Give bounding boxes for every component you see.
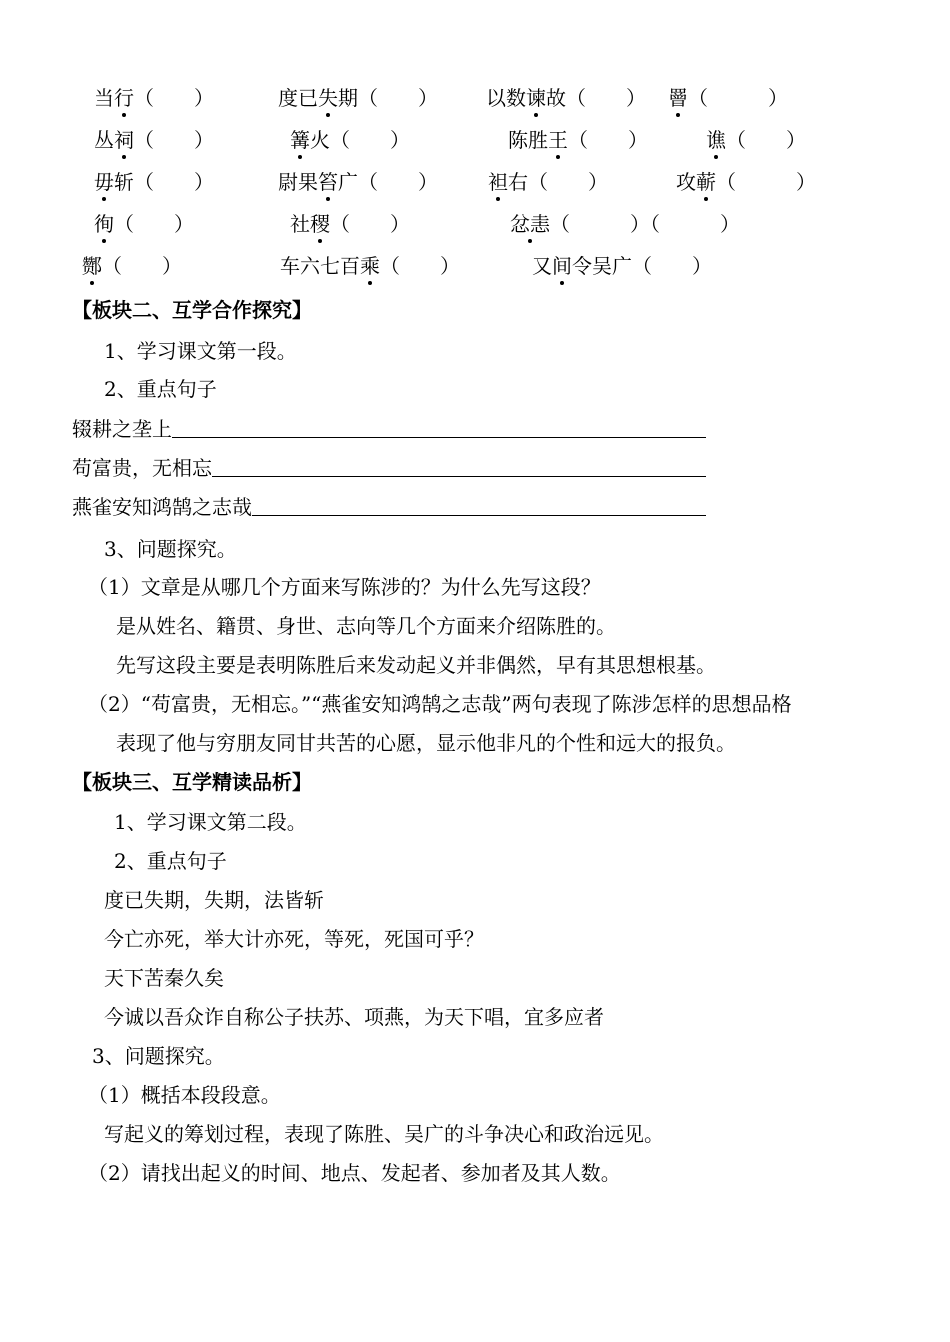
vocab-pre: 以数: [486, 86, 526, 110]
sentence-text: 辍耕之垄上: [72, 417, 172, 441]
sentence-text: 燕雀安知鸿鹄之志哉: [72, 495, 252, 519]
sentence-line: [72, 417, 706, 441]
vocab-item: [488, 170, 608, 194]
vocab-item: [676, 170, 816, 194]
section3-item1: 1、学习课文第二段。: [114, 810, 307, 834]
vocab-item: [668, 86, 788, 110]
section2-heading: 【板块二、互学合作探究】: [72, 298, 312, 322]
vocab-post: （ ）: [330, 212, 410, 236]
vocab-post: 令吴广（ ）: [572, 254, 712, 278]
vocab-item: [278, 170, 438, 194]
vocab-dotted-char: 王: [548, 128, 568, 152]
vocab-item: [290, 212, 410, 236]
vocab-item: [706, 128, 806, 152]
vocab-dotted-char: 忿恚: [510, 212, 550, 236]
vocab-post: 火（ ）: [310, 128, 410, 152]
section3-item2: 2、重点句子: [114, 849, 227, 873]
vocab-dotted-char: 毋: [94, 170, 114, 194]
vocab-dotted-char: 谏: [526, 86, 546, 110]
key-sentence: 今亡亦死，举大计亦死，等死，死国可乎？: [104, 927, 484, 951]
vocab-dotted-char: 篝: [290, 128, 310, 152]
vocab-post: 右（ ）: [508, 170, 608, 194]
key-sentence: 度已失期，失期，法皆斩: [104, 888, 324, 912]
vocab-item: [94, 128, 214, 152]
vocab-pre: 又: [532, 254, 552, 278]
answer: 是从姓名、籍贯、身世、志向等几个方面来介绍陈胜的。: [116, 614, 616, 638]
answer: 先写这段主要是表明陈胜后来发动起义并非偶然，早有其思想根基。: [116, 653, 716, 677]
sentence-text: 苟富贵，无相忘: [72, 456, 212, 480]
vocab-item: [532, 254, 712, 278]
vocab-pre: 陈胜: [508, 128, 548, 152]
vocab-post: （ ）: [134, 128, 214, 152]
vocab-post: 斩（ ）: [114, 170, 214, 194]
question: （2）请找出起义的时间、地点、发起者、参加者及其人数。: [88, 1161, 621, 1185]
vocab-dotted-char: 间: [552, 254, 572, 278]
vocab-post: （ ）（ ）: [550, 212, 740, 236]
vocab-item: [94, 86, 214, 110]
vocab-dotted-char: 蕲: [696, 170, 716, 194]
vocab-pre: 社: [290, 212, 310, 236]
vocab-item: [290, 128, 410, 152]
vocab-item: [278, 86, 438, 110]
question: （1）概括本段段意。: [88, 1083, 281, 1107]
vocab-post: （ ）: [380, 254, 460, 278]
vocab-dotted-char: 稷: [310, 212, 330, 236]
vocab-post: （ ）: [102, 254, 182, 278]
question: （2）“苟富贵，无相忘。”“燕雀安知鸿鹄之志哉”两句表现了陈涉怎样的思想品格: [88, 692, 792, 716]
vocab-dotted-char: 失: [318, 86, 338, 110]
vocab-pre: 当: [94, 86, 114, 110]
vocab-post: （ ）: [568, 128, 648, 152]
vocab-post: （ ）: [688, 86, 788, 110]
vocab-item: [280, 254, 460, 278]
vocab-post: （ ）: [114, 212, 194, 236]
vocab-dotted-char: 罾: [668, 86, 688, 110]
section3-heading: 【板块三、互学精读品析】: [72, 770, 312, 794]
vocab-post: 期（ ）: [338, 86, 438, 110]
section2-item1: 1、学习课文第一段。: [104, 339, 297, 363]
vocab-dotted-char: 乘: [360, 254, 380, 278]
sentence-line: [72, 456, 706, 480]
key-sentence: 天下苦秦久矣: [104, 966, 224, 990]
vocab-item: [508, 128, 648, 152]
question: （1）文章是从哪几个方面来写陈涉的？为什么先写这段？: [88, 575, 601, 599]
answer: 写起义的筹划过程，表现了陈胜、吴广的斗争决心和政治远见。: [104, 1122, 664, 1146]
section2-item3: 3、问题探究。: [104, 537, 237, 561]
vocab-pre: 车六七百: [280, 254, 360, 278]
vocab-pre: 尉果: [278, 170, 318, 194]
vocab-dotted-char: 祠: [114, 128, 134, 152]
vocab-dotted-char: 徇: [94, 212, 114, 236]
answer-blank[interactable]: [252, 495, 706, 516]
vocab-item: [82, 254, 182, 278]
vocab-dotted-char: 袒: [488, 170, 508, 194]
section2-item2: 2、重点句子: [104, 377, 217, 401]
vocab-dotted-char: 笞: [318, 170, 338, 194]
vocab-dotted-char: 谯: [706, 128, 726, 152]
vocab-post: （ ）: [726, 128, 806, 152]
vocab-pre: 度已: [278, 86, 318, 110]
vocab-post: 故（ ）: [546, 86, 646, 110]
section3-item3: 3、问题探究。: [92, 1044, 225, 1068]
vocab-item: [510, 212, 740, 236]
vocab-pre: 丛: [94, 128, 114, 152]
key-sentence: 今诚以吾众诈自称公子扶苏、项燕，为天下唱，宜多应者: [104, 1005, 604, 1029]
sentence-line: [72, 495, 706, 519]
vocab-item: [486, 86, 646, 110]
vocab-post: （ ）: [716, 170, 816, 194]
answer: 表现了他与穷朋友同甘共苦的心愿，显示他非凡的个性和远大的报负。: [116, 731, 736, 755]
vocab-item: [94, 212, 194, 236]
vocab-post: （ ）: [134, 86, 214, 110]
vocab-item: [94, 170, 214, 194]
vocab-pre: 攻: [676, 170, 696, 194]
answer-blank[interactable]: [212, 456, 706, 477]
answer-blank[interactable]: [172, 417, 706, 438]
vocab-post: 广（ ）: [338, 170, 438, 194]
vocab-dotted-char: 行: [114, 86, 134, 110]
vocab-dotted-char: 酂: [82, 254, 102, 278]
